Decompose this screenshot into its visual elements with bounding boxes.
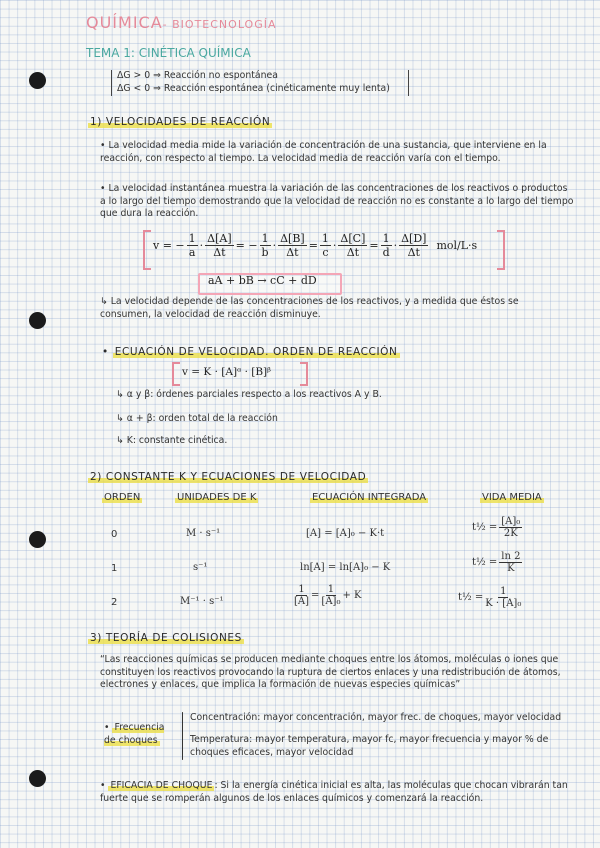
- title-text: QUÍMICA: [86, 13, 163, 32]
- binder-hole: [29, 312, 46, 329]
- spontaneity-line-2: ΔG < 0 ⇒ Reacción espontánea (cinéticamente muy lenta): [117, 83, 390, 94]
- table-row-1-ecuacion: ln[A] = ln[A]₀ − K: [300, 562, 391, 573]
- table-row-2-orden: 2: [111, 597, 118, 608]
- section-3-heading: 3) TEORÍA DE COLISIONES: [90, 632, 242, 644]
- binder-hole: [29, 72, 46, 89]
- table-row-0-orden: 0: [111, 529, 118, 540]
- bullet-rate-constant: ↳ K: constante cinética.: [116, 435, 228, 446]
- title-subtitle: - BIOTECNOLOGÍA: [162, 18, 277, 31]
- binder-hole: [29, 531, 46, 548]
- general-reaction: aA + bB → cC + dD: [208, 274, 317, 287]
- rate-law-heading: • ECUACIÓN DE VELOCIDAD. ORDEN DE REACCIÓN: [102, 346, 398, 358]
- frequency-temperature: Temperatura: mayor temperatura, mayor fc, mayor frecuencia y mayor % de choques eficaces, mayor velocidad: [190, 734, 549, 758]
- column-ecuacion: ECUACIÓN INTEGRADA: [312, 492, 427, 503]
- velocity-formula: v = − $\frac{1}{a}$ · $\frac{\Delta[A]}{\Delta t}$ = − $\frac{1}{b}$ · $\frac{\Delta[B]}{\Delta t}$ = $\frac{1}{c}$ · $\frac{\Delta[C]}{\Delta t}$ = $\frac{1}{d}$ · $\frac{\Delta[D]}{\Delta t}$ mol/L·s: [153, 232, 478, 259]
- section-2-heading: 2) CONSTANTE K Y ECUACIONES DE VELOCIDAD: [90, 471, 367, 483]
- table-row-2-ecuacion: $\frac{1}{[A]}$ = $\frac{1}{\text{[A]₀}}$ + K: [294, 584, 362, 607]
- formula-bracket-right: [497, 230, 505, 270]
- table-row-0-vida: t½ = $\frac{\text{[A]₀}}{2K}$: [472, 516, 521, 539]
- column-vida-media: VIDA MEDIA: [482, 492, 542, 503]
- rate-law-bracket-left: [172, 362, 180, 386]
- table-row-1-orden: 1: [111, 563, 118, 574]
- frequency-label: • Frecuencia de choques: [104, 722, 165, 746]
- bullet-partial-orders: ↳ α y β: órdenes parciales respecto a los reactivos A y B.: [116, 389, 382, 400]
- table-row-1-vida: t½ = $\frac{\ln 2}{K}$: [472, 551, 521, 574]
- table-row-1-unidades: s⁻¹: [193, 562, 208, 573]
- column-orden: ORDEN: [104, 492, 141, 503]
- frequency-concentration: Concentración: mayor concentración, mayor frec. de choques, mayor velocidad: [190, 712, 562, 723]
- collision-efficacy: • EFICACIA DE CHOQUE : Si la energía cinética inicial es alta, las moléculas que chocan vibrarán tan fuerte que se romperán algunos de los enlaces químicos y comenzará la reacción.: [100, 780, 568, 804]
- formula-bracket-left: [143, 230, 151, 270]
- table-row-0-ecuacion: [A] = [A]₀ − K·t: [306, 528, 385, 539]
- table-row-2-vida: t½ = $\frac{1}{\text{K · [A]₀}}$: [458, 586, 522, 609]
- paragraph-instantaneous-velocity: • La velocidad instantánea muestra la variación de las concentraciones de los reactivos o productos a lo largo del tiempo demostrando que la velocidad de reacción no es constante a lo largo del tiempo que dura la reacción.: [100, 183, 574, 220]
- table-row-2-unidades: M⁻¹ · s⁻¹: [180, 596, 224, 607]
- rate-law: v = K · [A]ᵅ · [B]ᵝ: [182, 366, 271, 378]
- spontaneity-line-1: ΔG > 0 ⇒ Reacción no espontánea: [117, 70, 278, 81]
- rate-law-bracket-right: [300, 362, 308, 386]
- column-unidades: UNIDADES DE K: [177, 492, 257, 503]
- topic-heading: TEMA 1: CINÉTICA QUÍMICA: [86, 46, 251, 60]
- frequency-brace: [182, 712, 183, 760]
- binder-hole: [29, 770, 46, 787]
- table-row-0-unidades: M · s⁻¹: [186, 528, 221, 539]
- note-velocity-depends: ↳ La velocidad depende de las concentraciones de los reactivos, y a medida que éstos se consumen, la velocidad de reacción disminuye.: [100, 296, 519, 320]
- section-1-heading: 1) VELOCIDADES DE REACCIÓN: [90, 116, 271, 128]
- collision-theory-quote: “Las reacciones químicas se producen mediante choques entre los átomos, moléculas o iones que constituyen los reactivos provocando la ruptura de ciertos enlaces y una redistribución de átomos, electrones y enlaces, que implica la formación de nuevas especies químicas”: [100, 654, 561, 691]
- page-title: [86, 13, 277, 32]
- bullet-total-order: ↳ α + β: orden total de la reacción: [116, 413, 278, 424]
- paragraph-average-velocity: • La velocidad media mide la variación de concentración de una sustancia, que interviene en la reacción, con respecto al tiempo. La velocidad media de reacción varía con el tiempo.: [100, 140, 547, 164]
